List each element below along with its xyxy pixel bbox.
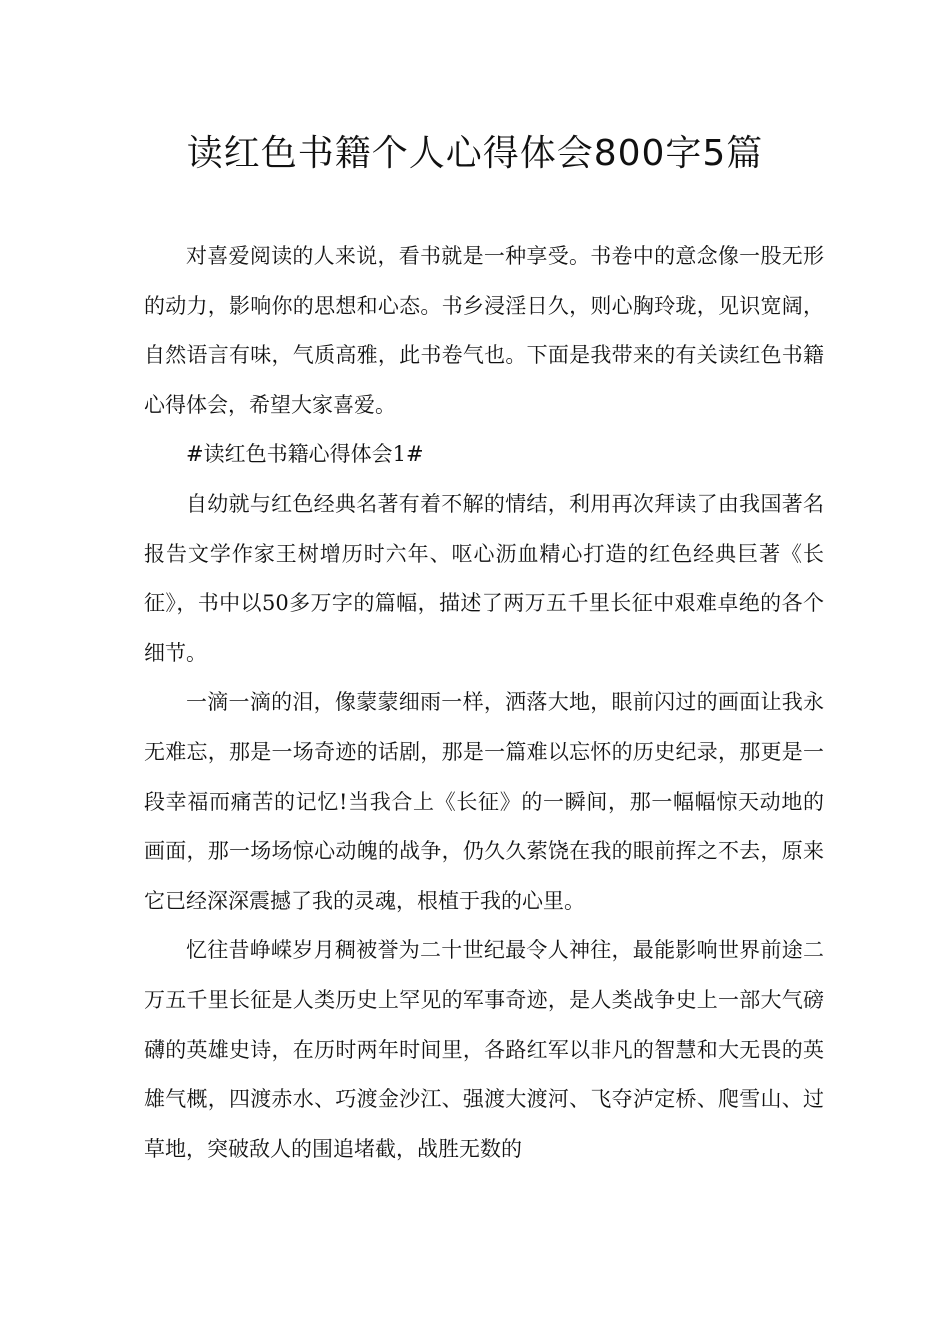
section-heading: #读红色书籍心得体会1# — [186, 442, 424, 467]
document-body — [144, 232, 824, 1174]
paragraph: 自幼就与红色经典名著有着不解的情结，利用再次拜读了由我国著名报告文学作家王树增历时六年、呕心沥血精心打造的红色经典巨著《长征》，书中以50多万字的篇幅，描述了两万五千里长征中艰难卓绝的各个细节。 — [144, 491, 824, 665]
paragraph: 一滴一滴的泪，像蒙蒙细雨一样，洒落大地，眼前闪过的画面让我永无难忘，那是一场奇迹的话剧，那是一篇难以忘怀的历史纪录，那更是一段幸福而痛苦的记忆!当我合上《长征》的一瞬间，那一幅幅惊天动地的画面，那一场场惊心动魄的战争，仍久久萦饶在我的眼前挥之不去，原来它已经深深震撼了我的灵魂，根植于我的心里。 — [144, 690, 824, 913]
paragraph-intro: 对喜爱阅读的人来说，看书就是一种享受。书卷中的意念像一股无形的动力，影响你的思想和心态。书乡浸淫日久，则心胸玲珑，见识宽阔，自然语言有味，气质高雅，此书卷气也。下面是我带来的有关读红色书籍心得体会，希望大家喜爱。 — [144, 244, 824, 417]
document-title: 读红色书籍个人心得体会800字5篇 — [186, 133, 764, 174]
paragraph: 忆往昔峥嵘岁月稠被誉为二十世纪最令人神往，最能影响世界前途二万五千里长征是人类历史上罕见的军事奇迹，是人类战争史上一部大气磅礴的英雄史诗，在历时两年时间里，各路红军以非凡的智慧和大无畏的英雄气概，四渡赤水、巧渡金沙江、强渡大渡河、飞夺泸定桥、爬雪山、过草地，突破敌人的围追堵截，战胜无数的 — [144, 938, 824, 1161]
